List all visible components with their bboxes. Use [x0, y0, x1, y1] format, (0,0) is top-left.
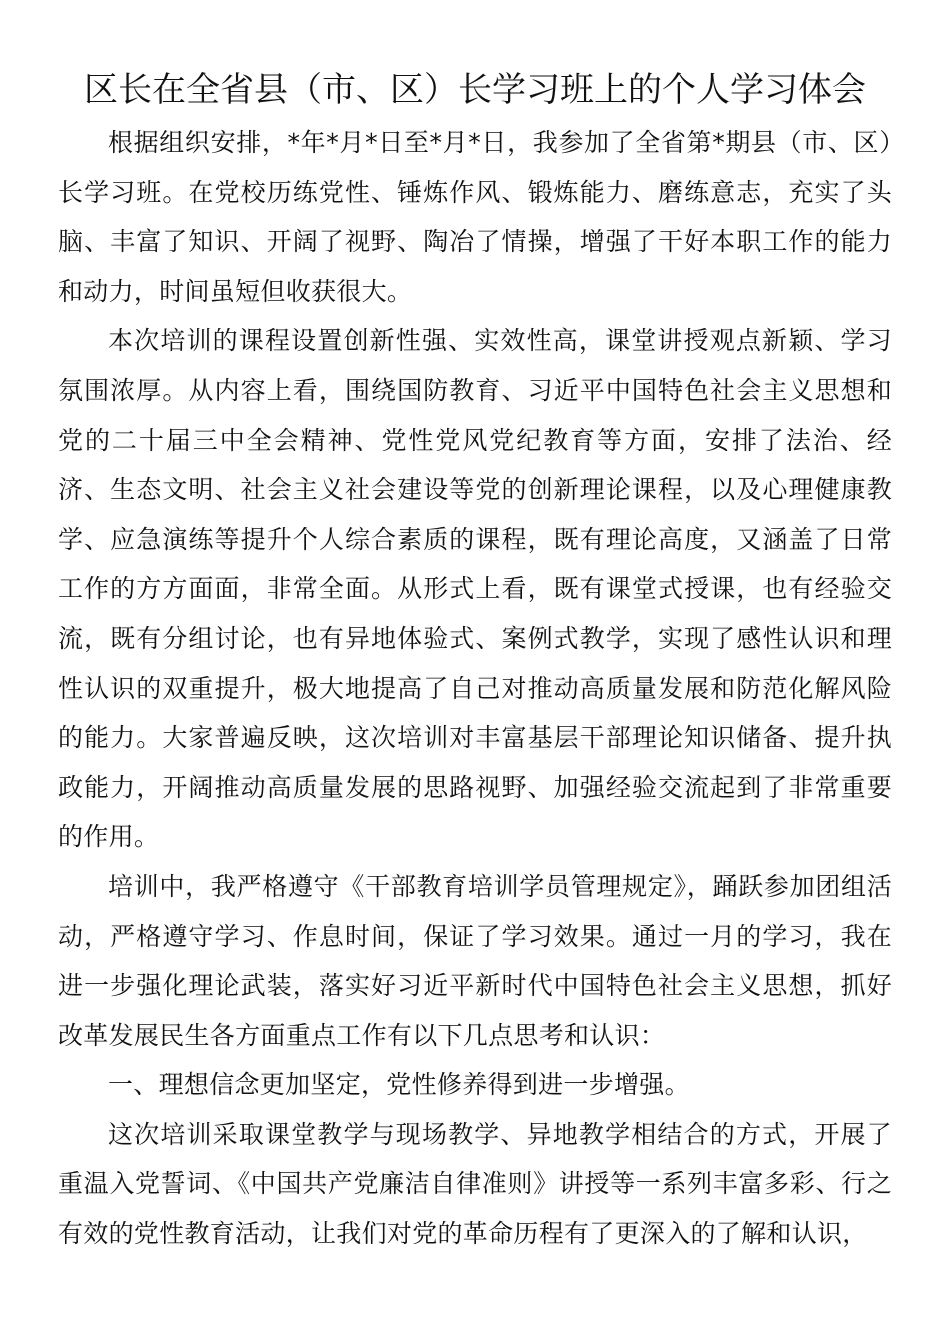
- paragraph-section-1-body: 这次培训采取课堂教学与现场教学、异地教学相结合的方式，开展了重温入党誓词、《中国共产党廉洁自律准则》讲授等一系列丰富多彩、行之有效的党性教育活动，让我们对党的革命历程有了更深入的了解和认识，: [58, 1119, 892, 1249]
- paragraph-course-content: 本次培训的课程设置创新性强、实效性高，课堂讲授观点新颖、学习氛围浓厚。从内容上看，围绕国防教育、习近平中国特色社会主义思想和党的二十届三中全会精神、党性党风党纪教育等方面，安排了法治、经济、生态文明、社会主义社会建设等党的创新理论课程，以及心理健康教学、应急演练等提升个人综合素质的课程，既有理论高度，又涵盖了日常工作的方方面面，非常全面。从形式上看，既有课堂式授课，也有经验交流，既有分组讨论，也有异地体验式、案例式教学，实现了感性认识和理性认识的双重提升，极大地提高了自己对推动高质量发展和防范化解风险的能力。大家普遍反映，这次培训对丰富基层干部理论知识储备、提升执政能力，开阔推动高质量发展的思路视野、加强经验交流起到了非常重要的作用。: [58, 326, 892, 852]
- document-title: 区长在全省县（市、区）长学习班上的个人学习体会: [84, 70, 866, 110]
- paragraph-intro: 根据组织安排，*年*月*日至*月*日，我参加了全省第*期县（市、区）长学习班。在党校历练党性、锤炼作风、锻炼能力、磨练意志，充实了头脑、丰富了知识、开阔了视野、陶冶了情操，增强了干好本职工作的能力和动力，时间虽短但收获很大。: [58, 128, 892, 306]
- paragraph-discipline: 培训中，我严格遵守《干部教育培训学员管理规定》，踊跃参加团组活动，严格遵守学习、作息时间，保证了学习效果。通过一月的学习，我在进一步强化理论武装，落实好习近平新时代中国特色社会主义思想，抓好改革发展民生各方面重点工作有以下几点思考和认识：: [58, 871, 892, 1050]
- section-heading-1: 一、理想信念更加坚定，党性修养得到进一步增强。: [108, 1070, 690, 1100]
